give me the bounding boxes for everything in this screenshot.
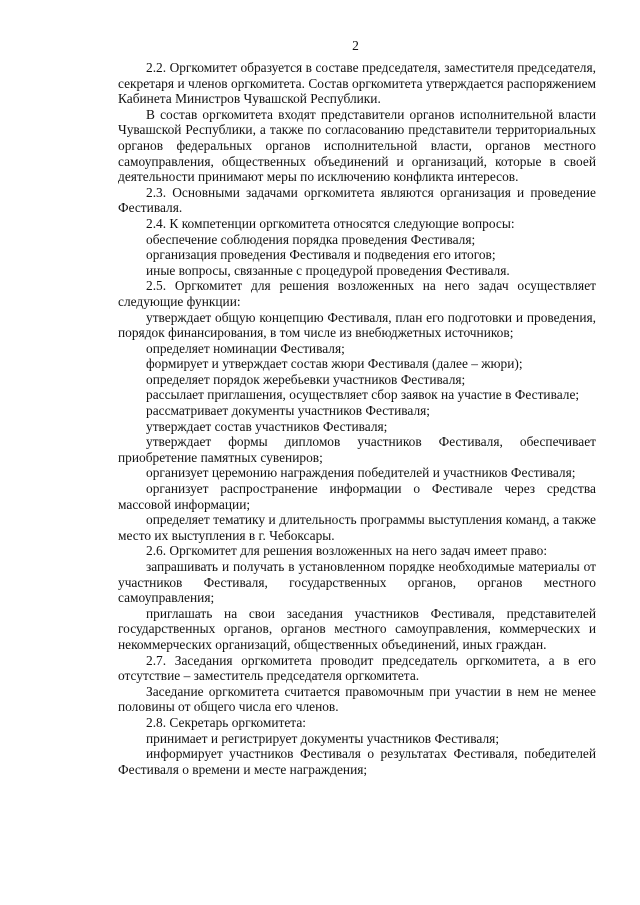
page-number: 2: [352, 38, 359, 53]
paragraph: Заседание оргкомитета считается правомочным при участии в нем не менее половины от общего числа его членов.: [118, 683, 596, 715]
paragraph: иные вопросы, связанные с процедурой проведения Фестиваля.: [146, 262, 510, 278]
paragraph: информирует участников Фестиваля о результатах Фестиваля, победителей Фестиваля о времени и месте награждения;: [118, 746, 596, 777]
paragraph: обеспечение соблюдения порядка проведения Фестиваля;: [146, 231, 476, 247]
paragraph: организует церемонию награждения победителей и участников Фестиваля;: [146, 465, 576, 481]
paragraph: организация проведения Фестиваля и подведения его итогов;: [146, 247, 496, 263]
paragraph: определяет тематику и длительность программы выступления команд, а также место их выступления в г. Чебоксары.: [118, 512, 596, 543]
document-page: [118, 38, 596, 777]
paragraph: запрашивать и получать в установленном порядке необходимые материалы от участников Фестиваля, государственных органов, органов местного самоуправления;: [118, 559, 596, 606]
paragraph: утверждает формы дипломов участников Фестиваля, обеспечивает приобретение памятных сувениров;: [118, 434, 596, 465]
paragraph: организует распространение информации о Фестивале через средства массовой информации;: [118, 481, 596, 512]
paragraph: 2.7. Заседания оргкомитета проводит председатель оргкомитета, а в его отсутствие – заместитель председателя оргкомитета.: [118, 652, 596, 684]
paragraph: формирует и утверждает состав жюри Фестиваля (далее – жюри);: [146, 356, 523, 372]
paragraph: 2.4. К компетенции оргкомитета относятся следующие вопросы:: [146, 215, 515, 231]
document-body: [118, 60, 596, 777]
paragraph: 2.2. Оргкомитет образуется в составе председателя, заместителя председателя, секретаря и членов оргкомитета. Состав оргкомитета утверждается распоряжением Кабинета Министров Чувашской Республики.: [118, 60, 596, 107]
paragraph: утверждает состав участников Фестиваля;: [146, 418, 388, 434]
paragraph: рассылает приглашения, осуществляет сбор заявок на участие в Фестивале;: [146, 387, 580, 403]
paragraph: определяет номинации Фестиваля;: [146, 340, 345, 356]
paragraph: 2.3. Основными задачами оргкомитета являются организация и проведение Фестиваля.: [118, 184, 596, 216]
paragraph: 2.8. Секретарь оргкомитета:: [146, 714, 306, 730]
paragraph: определяет порядок жеребьевки участников Фестиваля;: [146, 371, 466, 387]
paragraph: принимает и регистрирует документы участников Фестиваля;: [146, 730, 500, 746]
paragraph: 2.6. Оргкомитет для решения возложенных на него задач имеет право:: [146, 543, 548, 559]
paragraph: В состав оргкомитета входят представители органов исполнительной власти Чувашской Республики, а также по согласованию представители территориальных органов федеральных органов исполнительной власти, органов местного самоуправления, общественных объединений и организаций, которые в своей деятельности принимают меры по исключению конфликта интересов.: [118, 106, 596, 185]
paragraph: приглашать на свои заседания участников Фестиваля, представителей государственных органов, органов местного самоуправления, коммерческих и некоммерческих организаций, общественных объединений, иных граждан.: [118, 605, 596, 652]
paragraph: утверждает общую концепцию Фестиваля, план его подготовки и проведения, порядок финансирования, в том числе из внебюджетных источников;: [118, 309, 596, 341]
paragraph: рассматривает документы участников Фестиваля;: [146, 403, 431, 419]
paragraph: 2.5. Оргкомитет для решения возложенных на него задач осуществляет следующие функции:: [118, 278, 596, 309]
